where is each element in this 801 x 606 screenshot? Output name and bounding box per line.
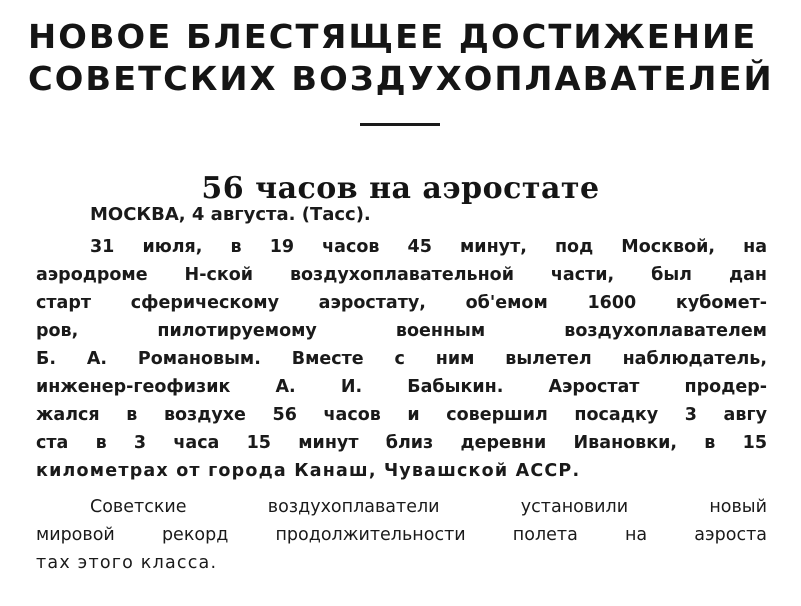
paragraph-1-line-5: Б. А. Романовым. Вместе с ним вылетел наблюдатель,: [36, 349, 767, 369]
paragraph-1-line-4: ров, пилотируемому военным воздухоплавателем: [36, 321, 767, 341]
paragraph-1-line-6: инженер-геофизик А. И. Бабыкин. Аэростат продер-: [36, 377, 767, 397]
headline-line-2: СОВЕТСКИХ ВОЗДУХОПЛАВАТЕЛЕЙ: [28, 59, 774, 98]
paragraph-1-line-9: километрах от города Канаш, Чувашской АССР.: [36, 461, 581, 481]
subheadline: 56 часов на аэростате: [201, 170, 600, 206]
paragraph-1-line-8: ста в 3 часа 15 минут близ деревни Ивановки, в 15: [36, 433, 767, 453]
dateline: МОСКВА, 4 августа. (Тасс).: [90, 204, 371, 225]
separator-rule: [360, 123, 440, 126]
paragraph-1-line-1: 31 июля, в 19 часов 45 минут, под Москвой, на: [90, 237, 767, 257]
paragraph-1-line-7: жался в воздухе 56 часов и совершил посадку 3 авгу: [36, 405, 767, 425]
headline-line-1: НОВОЕ БЛЕСТЯЩЕЕ ДОСТИЖЕНИЕ: [28, 17, 758, 56]
paragraph-2-line-2: мировой рекорд продолжительности полета на аэроста: [36, 525, 767, 545]
paragraph-2-line-1: Советские воздухоплаватели установили новый: [90, 497, 767, 517]
paragraph-1-line-3: старт сферическому аэростату, об'емом 1600 кубомет-: [36, 293, 767, 313]
paragraph-2-line-3: тах этого класса.: [36, 553, 218, 573]
paragraph-1-line-2: аэродроме Н-ской воздухоплавательной части, был дан: [36, 265, 767, 285]
